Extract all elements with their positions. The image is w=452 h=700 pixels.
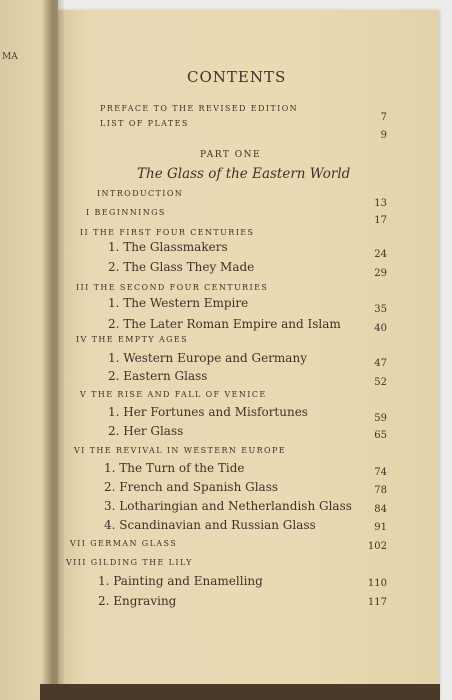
toc-section-page: 52 bbox=[374, 377, 387, 388]
toc-chapter-4: IV THE EMPTY AGES bbox=[76, 335, 189, 344]
toc-section-page: 117 bbox=[367, 597, 387, 608]
toc-section-page: 47 bbox=[374, 358, 387, 369]
toc-section-page: 35 bbox=[374, 304, 387, 315]
toc-section: 1. Her Fortunes and Misfortunes bbox=[108, 405, 308, 419]
toc-chapter-8: VIII GILDING THE LILY bbox=[66, 558, 193, 567]
toc-entry-list-of-plates: LIST OF PLATES bbox=[100, 119, 189, 128]
toc-page-introduction: 13 bbox=[374, 198, 387, 209]
toc-section: 2. Engraving bbox=[98, 594, 177, 608]
left-page-text: MA bbox=[2, 52, 18, 62]
toc-section-page: 29 bbox=[374, 268, 387, 279]
book-gutter bbox=[42, 0, 64, 700]
toc-section-page: 110 bbox=[367, 578, 387, 589]
toc-section-page: 84 bbox=[374, 504, 387, 515]
toc-section-page: 74 bbox=[374, 467, 387, 478]
toc-chapter-3: III THE SECOND FOUR CENTURIES bbox=[76, 283, 269, 292]
toc-page-chapter-1: 17 bbox=[374, 215, 387, 226]
book-bottom-edge bbox=[40, 684, 440, 700]
toc-section-page: 65 bbox=[374, 430, 387, 441]
toc-section-page: 24 bbox=[374, 249, 387, 260]
toc-page-list-of-plates: 9 bbox=[380, 130, 387, 141]
toc-chapter-1: I BEGINNINGS bbox=[86, 208, 166, 217]
part-label: PART ONE bbox=[200, 150, 262, 160]
toc-section: 1. The Turn of the Tide bbox=[104, 461, 245, 475]
toc-section: 4. Scandinavian and Russian Glass bbox=[104, 518, 316, 532]
toc-section-page: 40 bbox=[374, 323, 387, 334]
part-subtitle: The Glass of the Eastern World bbox=[137, 166, 351, 182]
toc-chapter-6: VI THE REVIVAL IN WESTERN EUROPE bbox=[74, 446, 287, 455]
toc-chapter-7: VII GERMAN GLASS bbox=[70, 539, 178, 548]
toc-section: 1. The Glassmakers bbox=[108, 240, 228, 254]
toc-entry-preface: PREFACE TO THE REVISED EDITION bbox=[100, 104, 299, 113]
toc-section-page: 78 bbox=[374, 485, 387, 496]
toc-section: 1. The Western Empire bbox=[108, 296, 249, 310]
toc-page-preface: 7 bbox=[380, 112, 387, 123]
toc-section: 2. French and Spanish Glass bbox=[104, 480, 279, 494]
page-title: CONTENTS bbox=[187, 68, 287, 86]
toc-section: 2. Eastern Glass bbox=[108, 369, 208, 383]
toc-chapter-2: II THE FIRST FOUR CENTURIES bbox=[80, 228, 255, 237]
toc-section: 1. Painting and Enamelling bbox=[98, 574, 263, 588]
toc-chapter-5: V THE RISE AND FALL OF VENICE bbox=[80, 390, 267, 399]
toc-section: 2. Her Glass bbox=[108, 424, 184, 438]
toc-section: 2. The Glass They Made bbox=[108, 260, 255, 274]
toc-section: 1. Western Europe and Germany bbox=[108, 351, 307, 365]
toc-section-page: 91 bbox=[374, 522, 387, 533]
toc-entry-introduction: INTRODUCTION bbox=[97, 189, 184, 198]
toc-section-page: 59 bbox=[374, 413, 387, 424]
toc-page-chapter-7: 102 bbox=[367, 541, 387, 552]
toc-section: 3. Lotharingian and Netherlandish Glass bbox=[104, 499, 352, 513]
toc-section: 2. The Later Roman Empire and Islam bbox=[108, 317, 341, 331]
